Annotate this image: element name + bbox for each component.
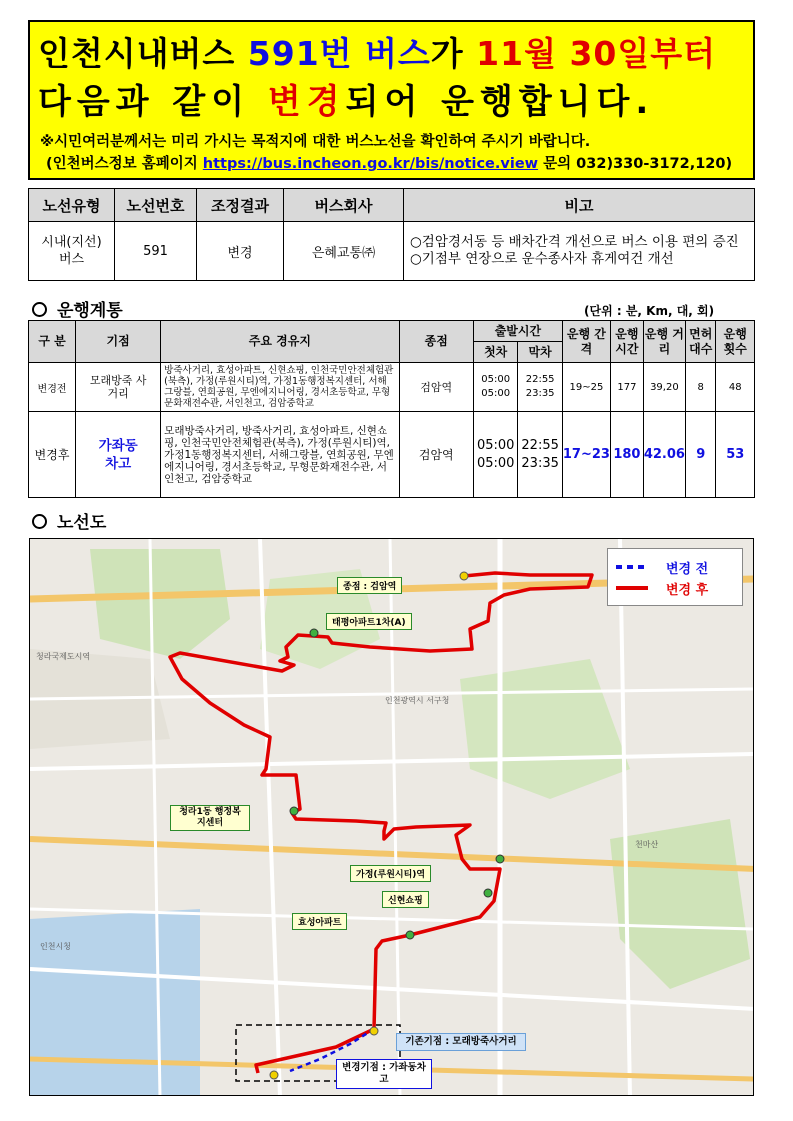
route-number: 591 bbox=[115, 222, 197, 281]
route-memo: ○검암경서동 등 배차간격 개선으로 버스 이용 편의 증진 ○기점부 연장으로 운수종사자 휴게여건 개선 bbox=[404, 222, 755, 281]
table-row bbox=[29, 363, 755, 412]
legend-swatches bbox=[616, 549, 656, 605]
stop-label: 효성아파트 bbox=[292, 913, 347, 930]
distance: 42.06 bbox=[643, 412, 685, 498]
section-title-operation: 운행계통 bbox=[32, 296, 123, 321]
end-stop: 검암역 bbox=[399, 412, 473, 498]
table-header-row bbox=[29, 189, 755, 222]
header-route-type: 노선유형 bbox=[29, 189, 115, 222]
table-row bbox=[29, 412, 755, 498]
stop-label: 가정(루원시티)역 bbox=[350, 865, 431, 882]
notice-banner bbox=[28, 20, 755, 180]
map-label-mountain: 천마산 bbox=[635, 840, 659, 849]
header-memo: 비고 bbox=[404, 189, 755, 222]
table-header-row bbox=[29, 321, 755, 342]
terminal-marker bbox=[460, 572, 468, 580]
route-map[interactable] bbox=[29, 538, 754, 1096]
run-time: 180 bbox=[610, 412, 643, 498]
via-stops: 방죽사거리, 효성아파트, 신현쇼핑, 인천국민안전체험관(북측), 가정(루원시티)역, 가정1동행정복지센터, 서해그랑블, 연희공원, 무엔에지니어링, 경서초등학교, 무형문화재전수관, 서인천고, 검암중학교 bbox=[161, 363, 399, 412]
interval: 17~23 bbox=[562, 412, 610, 498]
route-summary-table bbox=[28, 188, 755, 281]
banner-note: ※시민여러분께서는 미리 가시는 목적지에 대한 버스노선을 확인하여 주시기 바랍니다. bbox=[40, 134, 591, 150]
banner-headline-1: 인천시내버스 591번 버스가 11월 30일부터 bbox=[38, 34, 717, 73]
interval: 19~25 bbox=[562, 363, 610, 412]
run-time: 177 bbox=[610, 363, 643, 412]
cars: 8 bbox=[685, 363, 716, 412]
header-interval: 운행 간격 bbox=[562, 321, 610, 363]
operation-table bbox=[28, 320, 755, 498]
legend-before: 변경 전 bbox=[666, 562, 709, 577]
table-row bbox=[29, 222, 755, 281]
banner-headline-2: 다음과 같이 변경되어 운행합니다. bbox=[38, 82, 655, 122]
last-bus: 22:55 23:35 bbox=[518, 412, 562, 498]
banner-contact: (인천버스정보 홈페이지 https://bus.incheon.go.kr/bis/notice.view 문의 032)330-3172,120) bbox=[46, 156, 733, 172]
circle-bullet-icon bbox=[32, 514, 47, 529]
row-label: 변경후 bbox=[29, 412, 76, 498]
start-stop: 모래방죽 사거리 bbox=[76, 363, 161, 412]
start-stop: 가좌동 차고 bbox=[76, 412, 161, 498]
first-bus: 05:00 05:00 bbox=[473, 363, 517, 412]
bus-company: 은혜교통㈜ bbox=[284, 222, 404, 281]
header-start: 기점 bbox=[76, 321, 161, 363]
map-label-city-hall: 인천시청 bbox=[40, 942, 71, 951]
trips: 48 bbox=[716, 363, 755, 412]
header-departure: 출발시간 bbox=[473, 321, 562, 342]
header-route-number: 노선번호 bbox=[115, 189, 197, 222]
map-legend bbox=[607, 548, 743, 606]
distance: 39,20 bbox=[643, 363, 685, 412]
map-label-district-office: 인천광역시 서구청 bbox=[385, 696, 450, 705]
stop-label: 태평아파트1차(A) bbox=[326, 613, 412, 630]
header-company: 버스회사 bbox=[284, 189, 404, 222]
stop-label: 신현쇼핑 bbox=[382, 891, 429, 908]
route-result: 변경 bbox=[197, 222, 284, 281]
old-origin-label: 기존기점 : 모래방죽사거리 bbox=[396, 1033, 526, 1051]
header-via: 주요 경유지 bbox=[161, 321, 399, 363]
new-origin-label: 변경기점 : 가좌동차고 bbox=[336, 1059, 432, 1089]
header-end: 종점 bbox=[399, 321, 473, 363]
header-cars: 면허 대수 bbox=[685, 321, 716, 363]
unit-note: (단위 : 분, Km, 대, 회) bbox=[584, 304, 715, 318]
trips: 53 bbox=[716, 412, 755, 498]
map-label-station: 청라국제도시역 bbox=[36, 652, 91, 661]
row-label: 변경전 bbox=[29, 363, 76, 412]
circle-bullet-icon bbox=[32, 302, 47, 317]
section-title-map: 노선도 bbox=[32, 508, 106, 533]
header-first-bus: 첫차 bbox=[473, 342, 517, 363]
water-area bbox=[30, 909, 200, 1096]
stop-label: 청라1동 행정복지센터 bbox=[170, 805, 250, 831]
header-distance: 운행 거리 bbox=[643, 321, 685, 363]
header-gubun: 구 분 bbox=[29, 321, 76, 363]
terminal-label: 종점 : 검암역 bbox=[337, 577, 402, 594]
legend-after: 변경 후 bbox=[666, 583, 709, 598]
first-bus: 05:00 05:00 bbox=[473, 412, 517, 498]
bus-info-link[interactable]: https://bus.incheon.go.kr/bis/notice.view bbox=[202, 156, 539, 172]
route-type: 시내(지선) 버스 bbox=[29, 222, 115, 281]
header-result: 조정결과 bbox=[197, 189, 284, 222]
header-last-bus: 막차 bbox=[518, 342, 562, 363]
header-trips: 운행 횟수 bbox=[716, 321, 755, 363]
cars: 9 bbox=[685, 412, 716, 498]
end-stop: 검암역 bbox=[399, 363, 473, 412]
via-stops: 모래방죽사거리, 방죽사거리, 효성아파트, 신현쇼핑, 인천국민안전체험관(북측), 가정(루원시티)역, 가정1동행정복지센터, 서해그랑블, 연희공원, 무엔에지니어링, 경서초등학교, 무형문화재전수관, 서인천고, 검암중학교 bbox=[161, 412, 399, 498]
header-time: 운행 시간 bbox=[610, 321, 643, 363]
last-bus: 22:55 23:35 bbox=[518, 363, 562, 412]
